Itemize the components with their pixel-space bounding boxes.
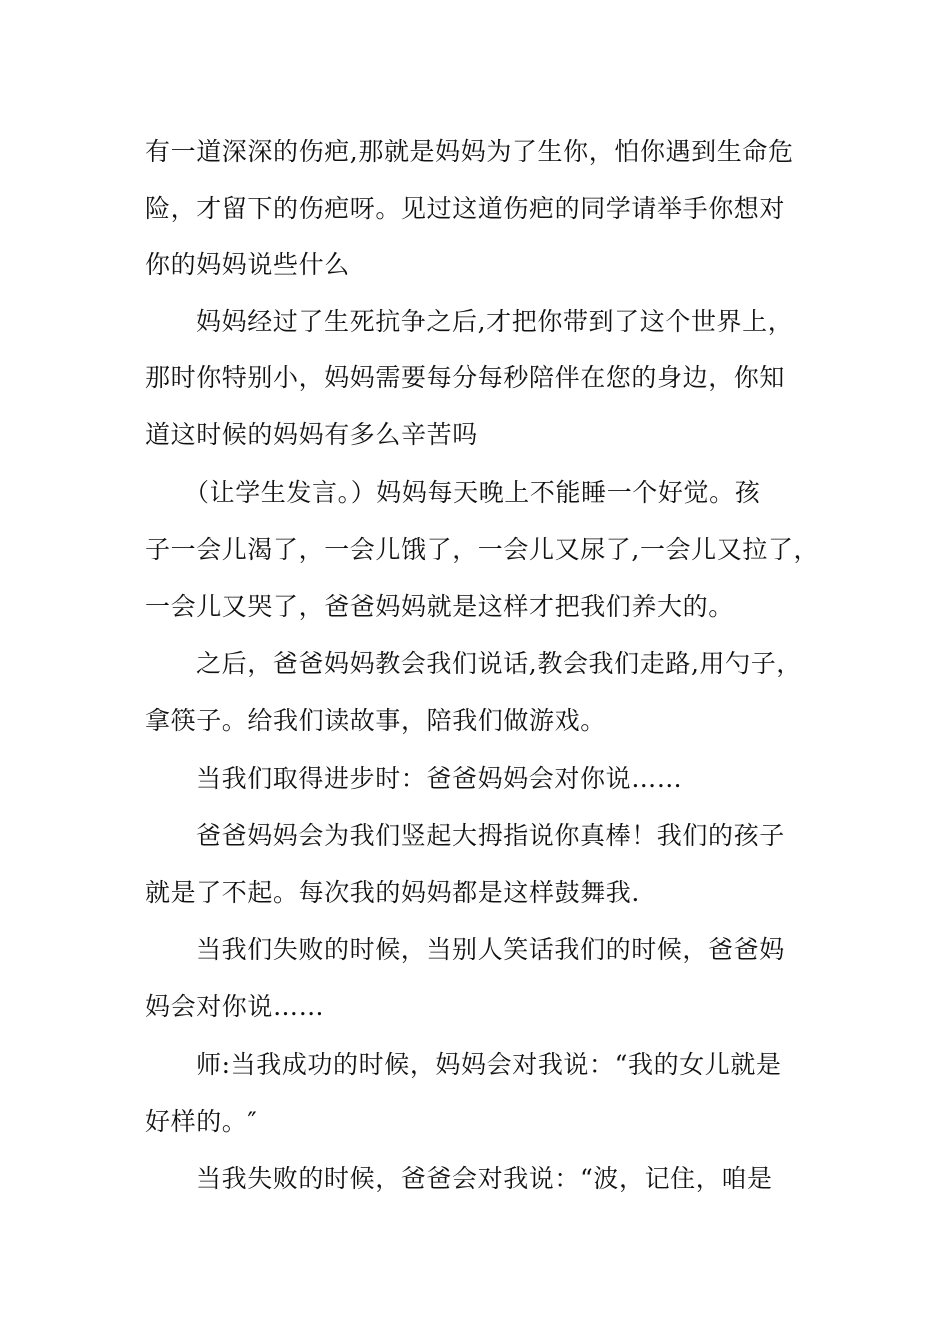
text-line: 险，才留下的伤疤呀。见过这道伤疤的同学请举手你想对 (145, 194, 786, 223)
paragraph-first-line: 当我们失败的时候，当别人笑话我们的时候，爸爸妈 (196, 935, 785, 964)
text-line: 有一道深深的伤疤,那就是妈妈为了生你，怕你遇到生命危 (145, 137, 794, 166)
text-line: 妈会对你说…… (145, 992, 325, 1021)
paragraph-first-line: 妈妈经过了生死抗争之后,才把你带到了这个世界上， (196, 307, 794, 336)
text-line: 你的妈妈说些什么 (145, 250, 350, 279)
text-line: 拿筷子。给我们读故事，陪我们做游戏。 (145, 706, 606, 735)
paragraph-first-line: 之后，爸爸妈妈教会我们说话,教会我们走路,用勺子， (196, 649, 802, 678)
paragraph-first-line: 当我们取得进步时：爸爸妈妈会对你说…… (196, 764, 683, 793)
text-line: 道这时候的妈妈有多么辛苦吗 (145, 420, 478, 449)
paragraph-first-line: 爸爸妈妈会为我们竖起大拇指说你真棒！我们的孩子 (196, 821, 785, 850)
text-line: 一会儿又哭了，爸爸妈妈就是这样才把我们养大的。 (145, 592, 734, 621)
paragraph-first-line: （让学生发言。）妈妈每天晚上不能睡一个好觉。孩 (184, 478, 761, 507)
text-line: 子一会儿渴了，一会儿饿了，一会儿又尿了,一会儿又拉了， (145, 535, 820, 564)
text-line: 那时你特别小，妈妈需要每分每秒陪伴在您的身边，你知 (145, 363, 786, 392)
text-line: 好样的。″ (145, 1107, 258, 1136)
text-line: 就是了不起。每次我的妈妈都是这样鼓舞我. (145, 878, 640, 907)
paragraph-first-line: 师:当我成功的时候，妈妈会对我说：“我的女儿就是 (196, 1050, 782, 1079)
paragraph-first-line: 当我失败的时候，爸爸会对我说：“波，记住，咱是 (196, 1164, 773, 1193)
